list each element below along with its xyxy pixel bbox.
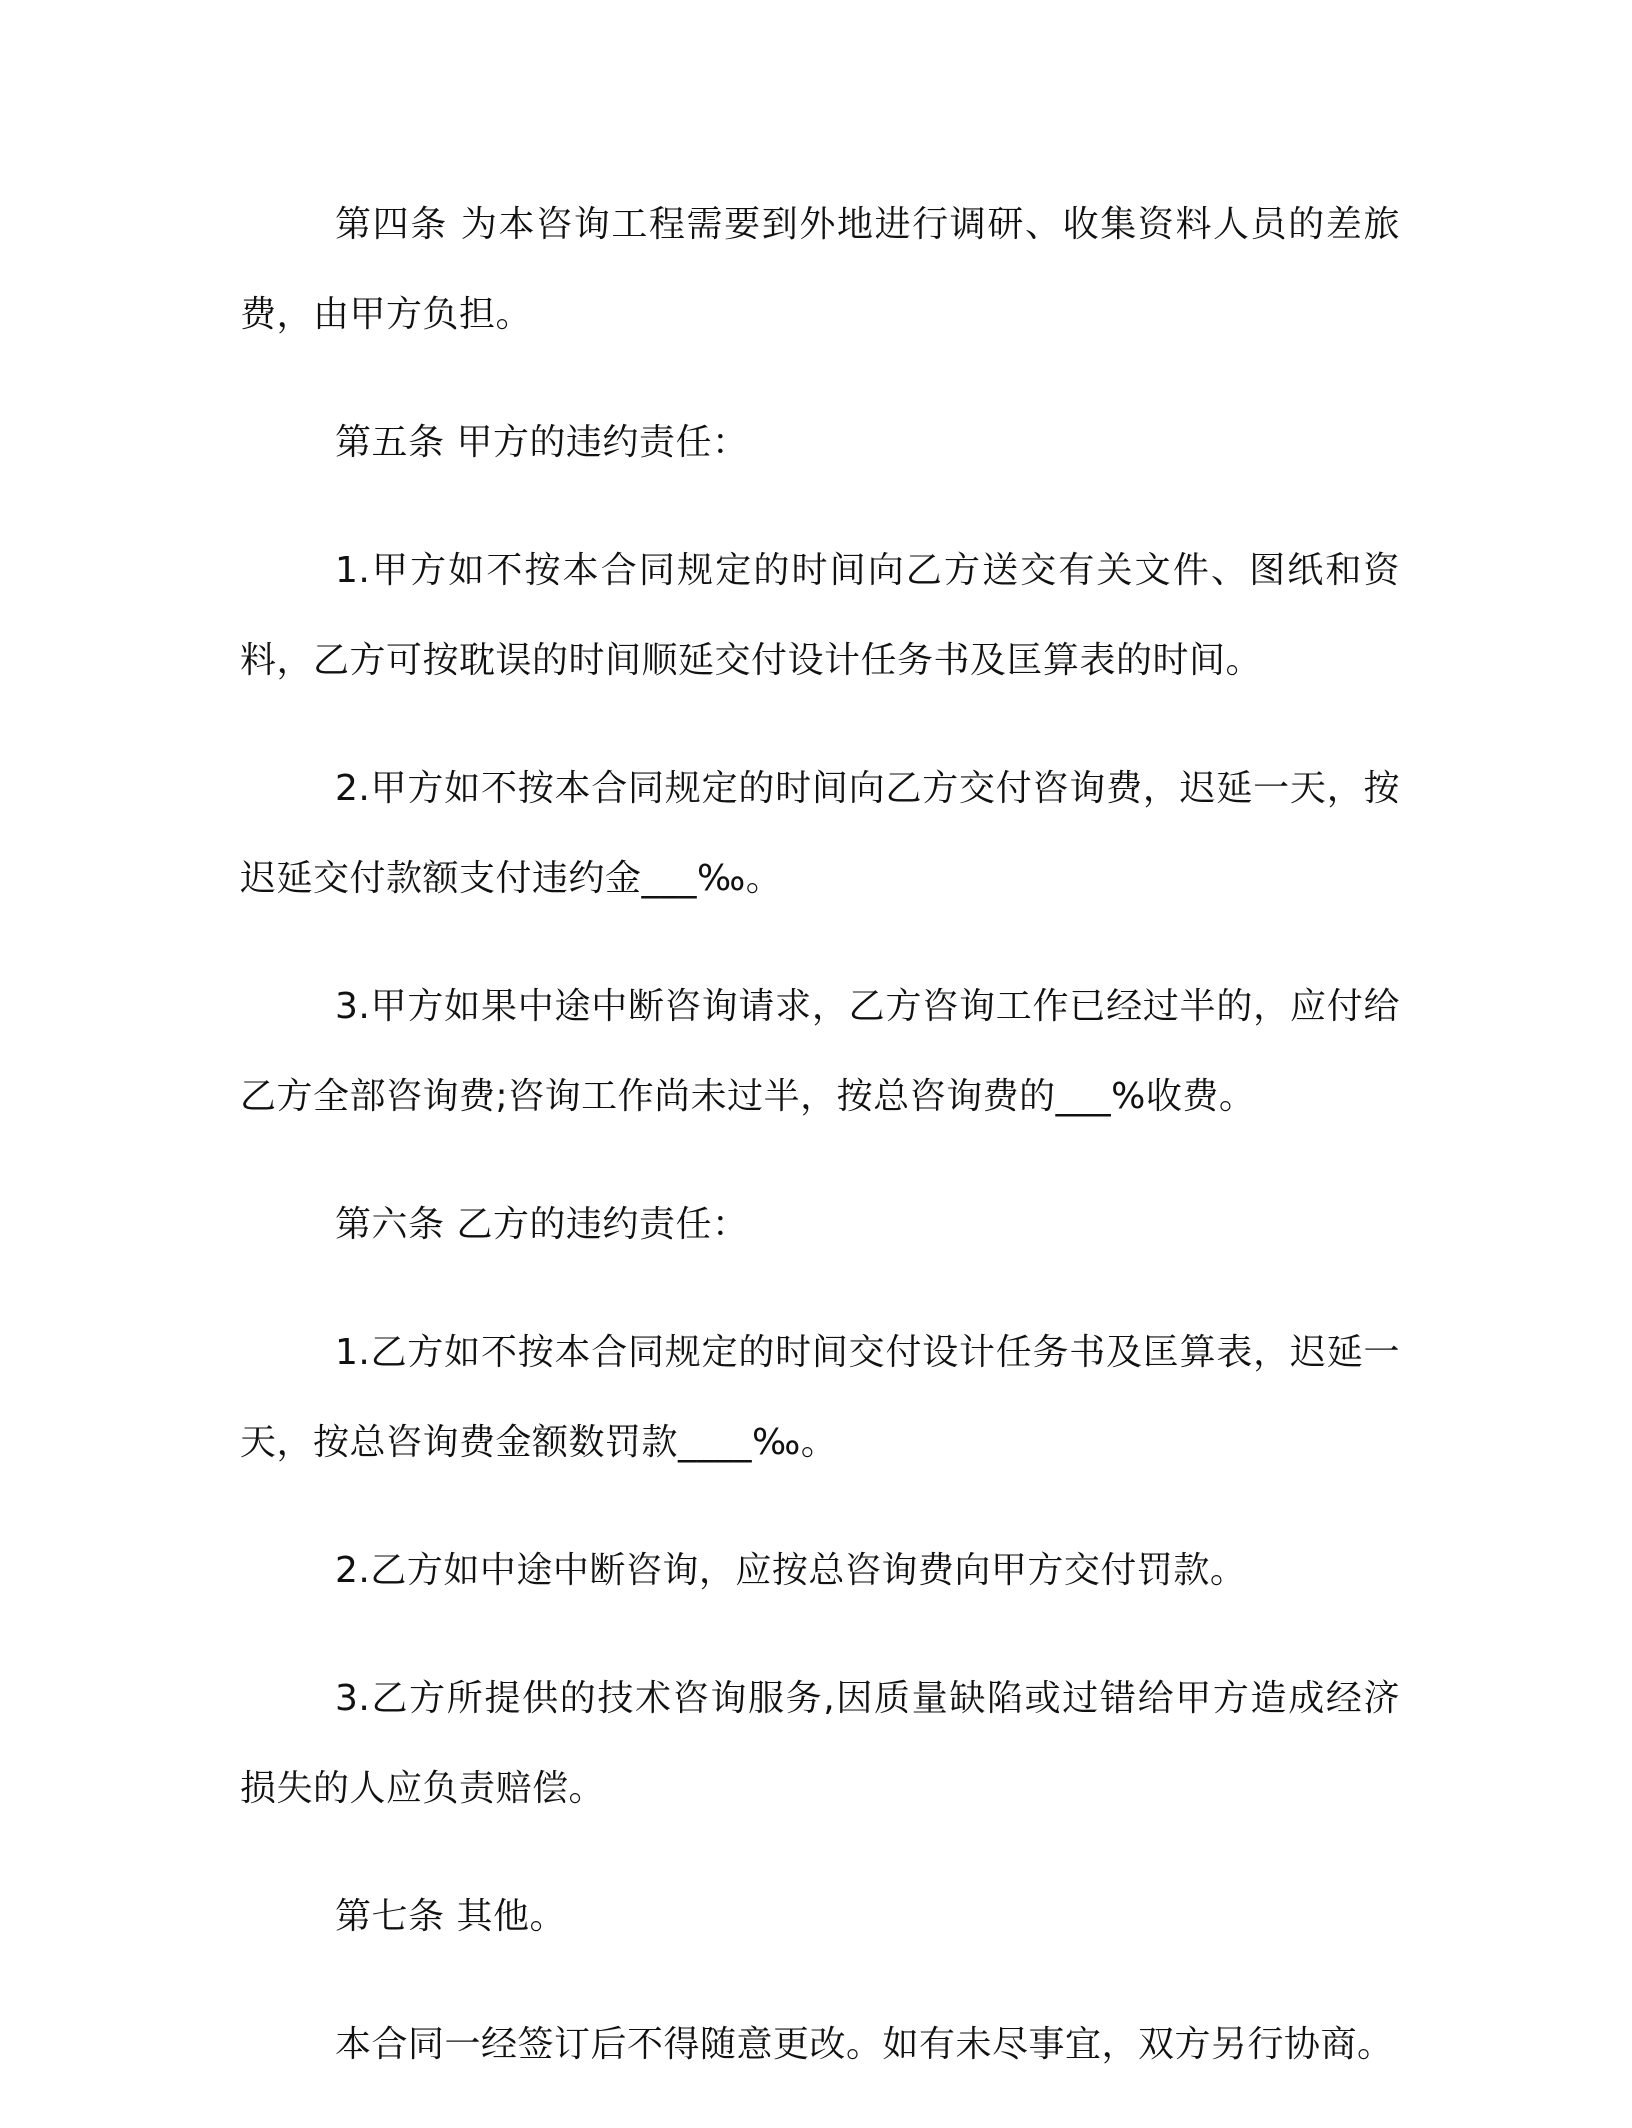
document-page — [240, 180, 1400, 2128]
article-5-clause-2: 2.甲方如不按本合同规定的时间向乙方交付咨询费，迟延一天，按迟延交付款额支付违约金___‰。 — [240, 768, 1400, 899]
article-5-clause-1: 1.甲方如不按本合同规定的时间向乙方送交有关文件、图纸和资料，乙方可按耽误的时间顺延交付设计任务书及匡算表的时间。 — [240, 550, 1400, 681]
article-7-heading: 第七条 其他。 — [335, 1896, 566, 1937]
article-7-paragraph: 本合同一经签订后不得随意更改。如有未尽事宜，双方另行协商。 — [335, 2024, 1394, 2065]
article-6-clause-3: 3.乙方所提供的技术咨询服务,因质量缺陷或过错给甲方造成经济损失的人应负责赔偿。 — [240, 1678, 1400, 1809]
article-4-paragraph: 第四条 为本咨询工程需要到外地进行调研、收集资料人员的差旅费，由甲方负担。 — [240, 204, 1400, 335]
article-5-heading: 第五条 甲方的违约责任： — [335, 422, 749, 463]
article-6-clause-1: 1.乙方如不按本合同规定的时间交付设计任务书及匡算表，迟延一天，按总咨询费金额数罚款____‰。 — [240, 1332, 1400, 1463]
article-5-clause-3: 3.甲方如果中途中断咨询请求，乙方咨询工作已经过半的，应付给乙方全部咨询费;咨询工作尚未过半，按总咨询费的___%收费。 — [240, 986, 1400, 1117]
article-6-heading: 第六条 乙方的违约责任： — [335, 1204, 749, 1245]
article-6-clause-2: 2.乙方如中途中断咨询，应按总咨询费向甲方交付罚款。 — [335, 1550, 1247, 1591]
